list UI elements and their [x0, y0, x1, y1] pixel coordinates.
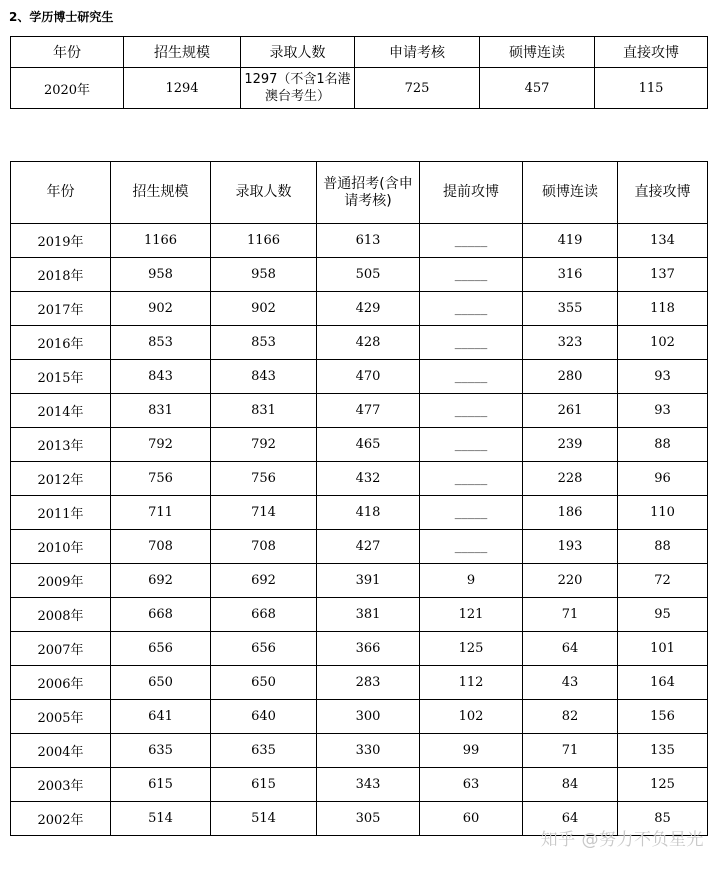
- table-cell: 958: [111, 258, 211, 292]
- table-cell: 125: [618, 768, 708, 802]
- table-cell: 9: [420, 564, 523, 598]
- table-cell: 85: [618, 802, 708, 836]
- table-cell: 457: [480, 68, 595, 109]
- table-cell: _____: [420, 496, 523, 530]
- table-cell: 63: [420, 768, 523, 802]
- table-cell: 2020年: [11, 68, 124, 109]
- table-cell: 2014年: [11, 394, 111, 428]
- table-cell: 843: [211, 360, 317, 394]
- table-cell: 656: [211, 632, 317, 666]
- header-cell: 录取人数: [241, 37, 355, 68]
- table-cell: 656: [111, 632, 211, 666]
- table-header-row: [11, 162, 708, 224]
- table-cell: 193: [523, 530, 618, 564]
- table-row: [11, 496, 708, 530]
- table-cell: 323: [523, 326, 618, 360]
- table-cell: 72: [618, 564, 708, 598]
- table-cell: 831: [111, 394, 211, 428]
- table-cell: 958: [211, 258, 317, 292]
- table-cell: 99: [420, 734, 523, 768]
- table-row: [11, 598, 708, 632]
- table-row: [11, 326, 708, 360]
- header-cell: 招生规模: [111, 162, 211, 224]
- table-cell: 714: [211, 496, 317, 530]
- table-cell: 228: [523, 462, 618, 496]
- table-cell: 2009年: [11, 564, 111, 598]
- table-cell: 843: [111, 360, 211, 394]
- table-cell: 64: [523, 632, 618, 666]
- table-row: [11, 428, 708, 462]
- table-cell: 88: [618, 428, 708, 462]
- table-cell: 708: [111, 530, 211, 564]
- table-cell: 283: [317, 666, 420, 700]
- table-row: [11, 564, 708, 598]
- table-cell: 615: [211, 768, 317, 802]
- table-cell: _____: [420, 224, 523, 258]
- table-row: [11, 734, 708, 768]
- table-cell: 381: [317, 598, 420, 632]
- table-cell: 2017年: [11, 292, 111, 326]
- table-cell: 853: [211, 326, 317, 360]
- table-cell: 2002年: [11, 802, 111, 836]
- table-cell: 2018年: [11, 258, 111, 292]
- table-cell: 343: [317, 768, 420, 802]
- table-cell: 2003年: [11, 768, 111, 802]
- table-cell: 650: [211, 666, 317, 700]
- table-row: [11, 700, 708, 734]
- admission-2020-table: [10, 36, 708, 109]
- table-cell: 82: [523, 700, 618, 734]
- table-cell: 134: [618, 224, 708, 258]
- table-cell: 708: [211, 530, 317, 564]
- table-cell: 792: [211, 428, 317, 462]
- section-title: 2、学历博士研究生: [9, 10, 114, 24]
- table-cell: 692: [211, 564, 317, 598]
- table-cell: 156: [618, 700, 708, 734]
- table-row: [11, 258, 708, 292]
- table-cell: _____: [420, 530, 523, 564]
- table-cell: 2005年: [11, 700, 111, 734]
- table-cell: 102: [420, 700, 523, 734]
- table-header-row: [11, 37, 708, 68]
- table-cell: 756: [111, 462, 211, 496]
- table-cell: 756: [211, 462, 317, 496]
- table-cell: 692: [111, 564, 211, 598]
- header-cell: 普通招考(含申请考核): [317, 162, 420, 224]
- table-cell: 96: [618, 462, 708, 496]
- table-cell: 2011年: [11, 496, 111, 530]
- table-cell: 125: [420, 632, 523, 666]
- table-cell: 668: [211, 598, 317, 632]
- table-cell: 239: [523, 428, 618, 462]
- table-cell: 316: [523, 258, 618, 292]
- table-cell: 1166: [211, 224, 317, 258]
- header-cell: 提前攻博: [420, 162, 523, 224]
- table-cell: 220: [523, 564, 618, 598]
- table-cell: 300: [317, 700, 420, 734]
- table-cell: 505: [317, 258, 420, 292]
- table-cell: _____: [420, 258, 523, 292]
- table-cell: 613: [317, 224, 420, 258]
- table-cell: 355: [523, 292, 618, 326]
- table-cell: 121: [420, 598, 523, 632]
- table-cell: 93: [618, 394, 708, 428]
- table-cell: 650: [111, 666, 211, 700]
- table-cell: 110: [618, 496, 708, 530]
- table-cell: _____: [420, 292, 523, 326]
- table-cell: 2004年: [11, 734, 111, 768]
- table-cell: 64: [523, 802, 618, 836]
- watermark: 知乎 @努力不负星光: [540, 830, 704, 850]
- table-row: [11, 632, 708, 666]
- table-cell: 902: [111, 292, 211, 326]
- table-cell: _____: [420, 360, 523, 394]
- table-cell: 261: [523, 394, 618, 428]
- table-cell: 118: [618, 292, 708, 326]
- table-cell: 2019年: [11, 224, 111, 258]
- table-row: [11, 462, 708, 496]
- table-cell: 514: [211, 802, 317, 836]
- table-row: [11, 666, 708, 700]
- table-cell: 2006年: [11, 666, 111, 700]
- table-cell: 428: [317, 326, 420, 360]
- table-cell: 102: [618, 326, 708, 360]
- admission-history-table: [10, 161, 708, 836]
- table-cell: 419: [523, 224, 618, 258]
- table-cell: 2016年: [11, 326, 111, 360]
- table-cell: 711: [111, 496, 211, 530]
- table-cell: 71: [523, 734, 618, 768]
- table-cell: 71: [523, 598, 618, 632]
- table-row: [11, 68, 708, 109]
- table-row: [11, 530, 708, 564]
- header-cell: 直接攻博: [595, 37, 708, 68]
- table-cell: 88: [618, 530, 708, 564]
- table-cell: 366: [317, 632, 420, 666]
- table-cell: 164: [618, 666, 708, 700]
- table-cell: 641: [111, 700, 211, 734]
- header-cell: 硕博连读: [480, 37, 595, 68]
- table-cell: 84: [523, 768, 618, 802]
- header-cell: 直接攻博: [618, 162, 708, 224]
- table-cell: 60: [420, 802, 523, 836]
- table-cell: _____: [420, 428, 523, 462]
- header-cell: 年份: [11, 162, 111, 224]
- table-cell: 137: [618, 258, 708, 292]
- table-cell: 305: [317, 802, 420, 836]
- table-cell: 668: [111, 598, 211, 632]
- table-cell: 2008年: [11, 598, 111, 632]
- header-cell: 年份: [11, 37, 124, 68]
- table-row: [11, 394, 708, 428]
- table-cell: 427: [317, 530, 420, 564]
- table-cell: 115: [595, 68, 708, 109]
- table-cell: 1166: [111, 224, 211, 258]
- table-cell: 615: [111, 768, 211, 802]
- table-cell: 853: [111, 326, 211, 360]
- table-cell: 112: [420, 666, 523, 700]
- header-cell: 申请考核: [355, 37, 480, 68]
- table-cell: 95: [618, 598, 708, 632]
- table-cell: _____: [420, 326, 523, 360]
- table-cell: 2015年: [11, 360, 111, 394]
- table-cell: 330: [317, 734, 420, 768]
- table-cell: 831: [211, 394, 317, 428]
- table-cell: 391: [317, 564, 420, 598]
- table-cell: _____: [420, 394, 523, 428]
- table-cell: 280: [523, 360, 618, 394]
- table-cell: 2013年: [11, 428, 111, 462]
- table-cell: 186: [523, 496, 618, 530]
- table-cell: 418: [317, 496, 420, 530]
- table-row: [11, 360, 708, 394]
- header-cell: 招生规模: [124, 37, 241, 68]
- table-cell: 101: [618, 632, 708, 666]
- header-cell: 硕博连读: [523, 162, 618, 224]
- table-cell: 1294: [124, 68, 241, 109]
- table-cell: 635: [111, 734, 211, 768]
- table-cell: 1297（不含1名港澳台考生）: [241, 68, 355, 109]
- table-cell: 2007年: [11, 632, 111, 666]
- table-cell: 725: [355, 68, 480, 109]
- table-cell: 514: [111, 802, 211, 836]
- table-cell: 635: [211, 734, 317, 768]
- table-row: [11, 768, 708, 802]
- table-cell: 902: [211, 292, 317, 326]
- table-cell: 2010年: [11, 530, 111, 564]
- table-cell: 429: [317, 292, 420, 326]
- table-cell: 43: [523, 666, 618, 700]
- table-cell: 470: [317, 360, 420, 394]
- table-cell: 477: [317, 394, 420, 428]
- table-cell: 2012年: [11, 462, 111, 496]
- header-cell: 录取人数: [211, 162, 317, 224]
- table-cell: 792: [111, 428, 211, 462]
- table-row: [11, 292, 708, 326]
- table-cell: _____: [420, 462, 523, 496]
- table-row: [11, 224, 708, 258]
- table-cell: 135: [618, 734, 708, 768]
- table-cell: 93: [618, 360, 708, 394]
- table-body: [11, 224, 708, 836]
- table-cell: 465: [317, 428, 420, 462]
- table-cell: 640: [211, 700, 317, 734]
- table-cell: 432: [317, 462, 420, 496]
